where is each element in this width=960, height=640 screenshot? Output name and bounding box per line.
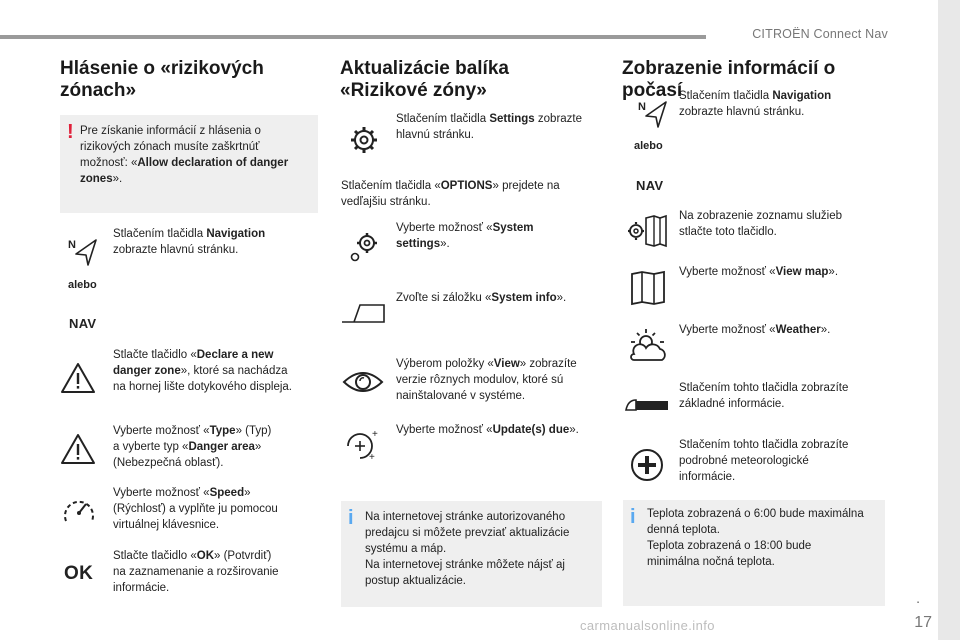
navigation-icon	[66, 236, 100, 266]
exclamation-icon: !	[67, 121, 74, 143]
page-dot: .	[916, 590, 920, 606]
step-declare: Stlačte tlačidlo «Declare a new danger zone», ktoré sa nachádza na hornej lište dotykového displeja.	[113, 349, 293, 393]
ok-button: OK	[64, 563, 94, 584]
info-notice	[341, 501, 602, 607]
settings-gear-icon	[348, 124, 380, 156]
svg-text:+: +	[372, 429, 378, 440]
side-strip	[938, 0, 960, 640]
step-speed: Vyberte možnosť «Speed» (Rýchlosť) a vyplňte ju pomocou virtuálnej klávesnice.	[113, 487, 278, 531]
tab-icon	[340, 302, 386, 324]
alebo-label: alebo	[634, 140, 663, 152]
header-rule	[0, 35, 706, 39]
step-detailed-info: Stlačením tohto tlačidla zobrazíte podrobné meteorologické informácie.	[679, 439, 849, 483]
header-title: CITROËN Connect Nav	[752, 27, 888, 41]
step-view-map: Vyberte možnosť «View map».	[679, 266, 839, 278]
map-icon	[630, 270, 666, 306]
step-view: Výberom položky «View» zobrazíte verzie rôznych modulov, ktoré sú nainštalované v systéme.	[396, 358, 577, 402]
section-title: Zobrazenie informácií o počasí	[622, 58, 836, 101]
step-basic-info: Stlačením tohto tlačidla zobrazíte základné informácie.	[679, 382, 849, 410]
section-title: Aktualizácie balíka «Rizikové zóny»	[340, 58, 509, 101]
nav-button: NAV	[69, 316, 97, 331]
warning-triangle-icon	[60, 362, 96, 394]
step-settings: Stlačením tlačidla Settings zobrazte hlavnú stránku.	[396, 113, 583, 141]
col-updates	[340, 58, 602, 102]
alebo-label: alebo	[68, 279, 97, 291]
svg-text:N: N	[68, 239, 76, 251]
watermark: carmanualsonline.info	[580, 618, 715, 633]
eye-icon	[342, 368, 384, 396]
info-icon: i	[348, 507, 354, 529]
info-text: Na internetovej stránke autorizovaného predajcu si môžete prevziať aktualizácie systému a máp. Na internetovej stránke môžete nájsť aj postup aktualizácie.	[365, 511, 570, 587]
section-title: Hlásenie o «rizikových zónach»	[60, 58, 264, 101]
step-ok: Stlačte tlačidlo «OK» (Potvrdiť) na zaznamenanie a rozširovanie informácie.	[113, 550, 279, 594]
services-list-icon	[626, 214, 668, 248]
step-navigation: Stlačením tlačidla Navigation zobrazte hlavnú stránku.	[679, 90, 832, 118]
basic-info-icon	[624, 396, 670, 412]
step-options: Stlačením tlačidla «OPTIONS» prejdete na vedľajšiu stránku.	[341, 180, 560, 208]
info-icon: i	[630, 506, 636, 528]
step-navigation: Stlačením tlačidla Navigation zobrazte hlavnú stránku.	[113, 228, 266, 256]
notice-text: Pre získanie informácií z hlásenia o rizikových zónach musíte zaškrtnúť možnosť: «Allow declaration of danger zones».	[80, 125, 289, 185]
system-settings-icon	[348, 230, 382, 264]
nav-button: NAV	[636, 178, 664, 193]
step-system-settings: Vyberte možnosť «System settings».	[396, 222, 534, 250]
info-text: Teplota zobrazená o 6:00 bude maximálna denná teplota. Teplota zobrazená o 18:00 bude minimálna nočná teplota.	[647, 508, 864, 568]
speedometer-icon	[61, 495, 97, 525]
svg-text:+: +	[369, 452, 375, 463]
plus-circle-icon	[630, 448, 664, 482]
step-services-list: Na zobrazenie zoznamu služieb stlačte toto tlačidlo.	[679, 210, 843, 238]
step-update: Vyberte možnosť «Update(s) due».	[396, 424, 579, 436]
info-notice	[623, 500, 885, 606]
step-type: Vyberte možnosť «Type» (Typ) a vyberte typ «Danger area» (Nebezpečná oblasť).	[113, 425, 272, 469]
page-number: 17	[914, 614, 932, 631]
col-danger-zones	[60, 58, 318, 102]
warning-notice	[60, 115, 318, 213]
navigation-icon	[636, 98, 670, 128]
step-system-info: Zvoľte si záložku «System info».	[396, 292, 567, 304]
weather-icon	[626, 328, 670, 362]
warning-triangle-icon	[60, 433, 96, 465]
svg-text:N: N	[638, 101, 646, 113]
step-weather: Vyberte možnosť «Weather».	[679, 324, 831, 336]
update-icon	[342, 428, 382, 464]
